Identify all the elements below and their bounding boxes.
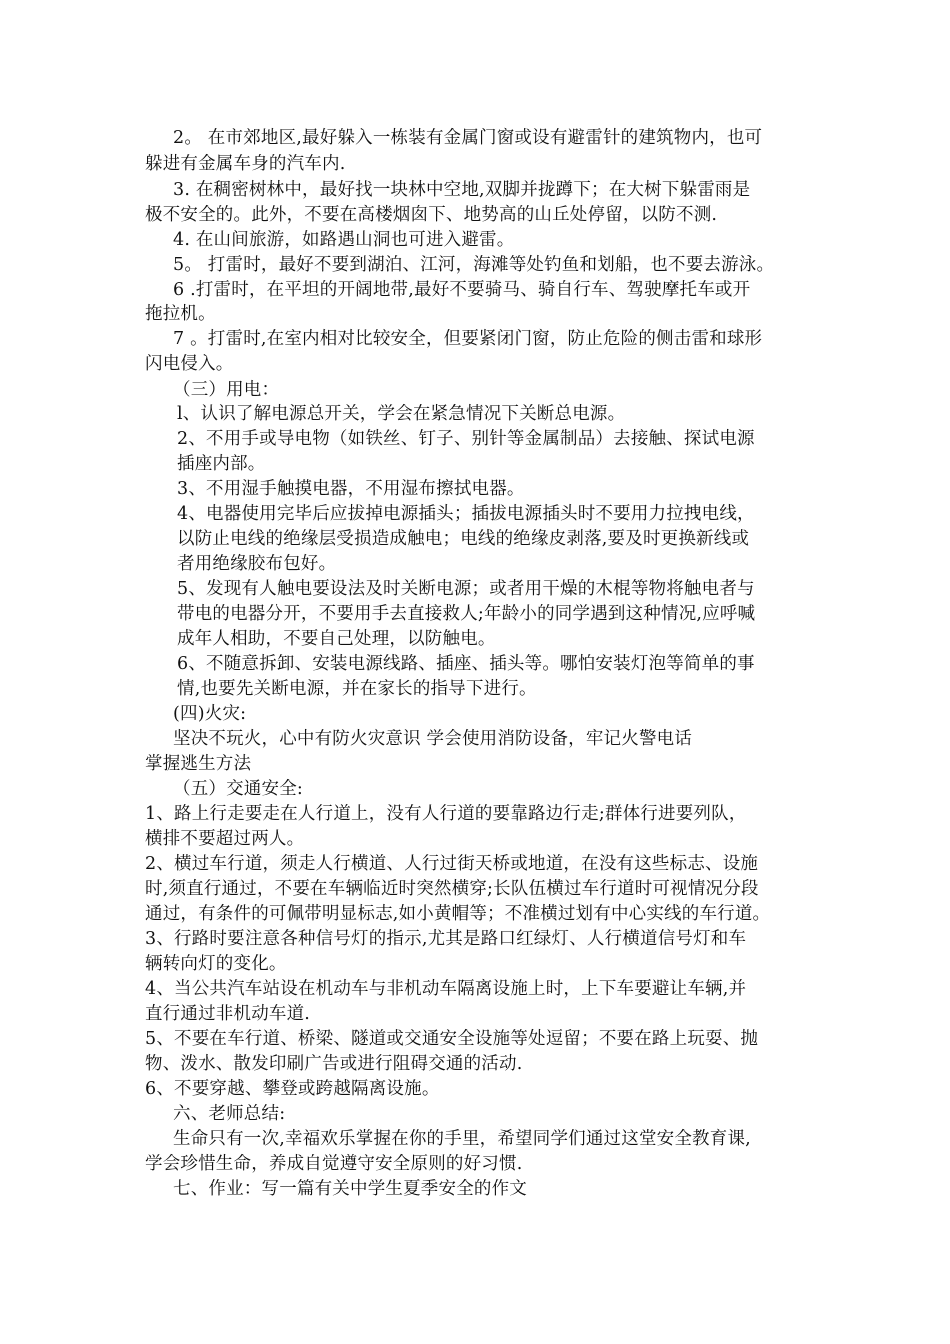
text-line: 7 。打雷时,在室内相对比较安全，但要紧闭门窗，防止危险的侧击雷和球形 bbox=[173, 329, 763, 349]
text-line: 4. 在山间旅游，如路遇山洞也可进入避雷。 bbox=[173, 230, 515, 250]
text-line: 横排不要超过两人。 bbox=[145, 829, 305, 849]
text-line: 2、横过车行道，须走人行横道、人行过街天桥或地道，在没有这些标志、设施 bbox=[145, 854, 759, 874]
text-line: 5。 打雷时，最好不要到湖泊、江河，海滩等处钓鱼和划船，也不要去游泳。 bbox=[173, 255, 775, 275]
text-line: 插座内部。 bbox=[177, 454, 266, 474]
text-line: 6、不随意拆卸、安装电源线路、插座、插头等。哪怕安装灯泡等简单的事 bbox=[177, 654, 755, 674]
text-line: 坚决不玩火，心中有防火灾意识 学会使用消防设备，牢记火警电话 bbox=[173, 729, 693, 749]
section-heading: 六、老师总结: bbox=[173, 1104, 286, 1124]
text-line: 生命只有一次,幸福欢乐掌握在你的手里，希望同学们通过这堂安全教育课, bbox=[173, 1129, 751, 1149]
section-heading: 七、作业：写一篇有关中学生夏季安全的作文 bbox=[173, 1179, 527, 1199]
text-line: 5、不要在车行道、桥梁、隧道或交通安全设施等处逗留；不要在路上玩耍、抛 bbox=[145, 1029, 759, 1049]
text-line: 2。 在市郊地区,最好躲入一栋装有金属门窗或设有避雷针的建筑物内，也可 bbox=[173, 128, 763, 148]
text-line: 3. 在稠密树林中，最好找一块林中空地,双脚并拢蹲下；在大树下躲雷雨是 bbox=[173, 180, 751, 200]
text-line: 通过，有条件的可佩带明显标志,如小黄帽等；不准横过划有中心实线的车行道。 bbox=[145, 904, 771, 924]
text-line: 闪电侵入。 bbox=[145, 354, 234, 374]
text-line: 学会珍惜生命，养成自觉遵守安全原则的好习惯. bbox=[145, 1154, 523, 1174]
text-line: 1、路上行走要走在人行道上，没有人行道的要靠路边行走;群体行进要列队， bbox=[145, 804, 747, 824]
text-line: 物、泼水、散发印刷广告或进行阻碍交通的活动. bbox=[145, 1054, 523, 1074]
text-line: 掌握逃生方法 bbox=[145, 754, 252, 774]
text-line: 躲进有金属车身的汽车内. bbox=[145, 154, 346, 174]
text-line: 6、不要穿越、攀登或跨越隔离设施。 bbox=[145, 1079, 440, 1099]
text-line: 以防止电线的绝缘层受损造成触电；电线的绝缘皮剥落,要及时更换新线或 bbox=[177, 529, 750, 549]
text-line: 极不安全的。此外，不要在高楼烟囱下、地势高的山丘处停留，以防不测. bbox=[145, 205, 718, 225]
text-line: 3、行路时要注意各种信号灯的指示,尤其是路口红绿灯、人行横道信号灯和车 bbox=[145, 929, 747, 949]
section-heading: （三）用电： bbox=[173, 380, 280, 400]
text-line: 3、不用湿手触摸电器，不用湿布擦拭电器。 bbox=[177, 479, 525, 499]
text-line: 4、当公共汽车站设在机动车与非机动车隔离设施上时，上下车要避让车辆,并 bbox=[145, 979, 747, 999]
text-line: 辆转向灯的变化。 bbox=[145, 954, 287, 974]
section-heading: （五）交通安全: bbox=[173, 779, 303, 799]
text-line: 2、不用手或导电物（如铁丝、钉子、别针等金属制品）去接触、探试电源 bbox=[177, 429, 755, 449]
text-line: 5、发现有人触电要设法及时关断电源；或者用干燥的木棍等物将触电者与 bbox=[177, 579, 755, 599]
text-line: 者用绝缘胶布包好。 bbox=[177, 554, 337, 574]
text-line: 情,也要先关断电源，并在家长的指导下进行。 bbox=[177, 679, 537, 699]
text-line: l、认识了解电源总开关，学会在紧急情况下关断总电源。 bbox=[177, 404, 626, 424]
text-line: 成年人相助，不要自己处理，以防触电。 bbox=[177, 629, 496, 649]
section-heading: (四)火灾: bbox=[173, 704, 247, 724]
text-line: 6 .打雷时，在平坦的开阔地带,最好不要骑马、骑自行车、驾驶摩托车或开 bbox=[173, 280, 751, 300]
text-line: 带电的电器分开，不要用手去直接救人;年龄小的同学遇到这种情况,应呼喊 bbox=[177, 604, 756, 624]
text-line: 4、电器使用完毕后应拔掉电源插头；插拔电源插头时不要用力拉拽电线， bbox=[177, 504, 755, 524]
text-line: 拖拉机。 bbox=[145, 304, 216, 324]
text-line: 直行通过非机动车道. bbox=[145, 1004, 311, 1024]
text-line: 时,须直行通过，不要在车辆临近时突然横穿;长队伍横过车行道时可视情况分段 bbox=[145, 879, 759, 899]
